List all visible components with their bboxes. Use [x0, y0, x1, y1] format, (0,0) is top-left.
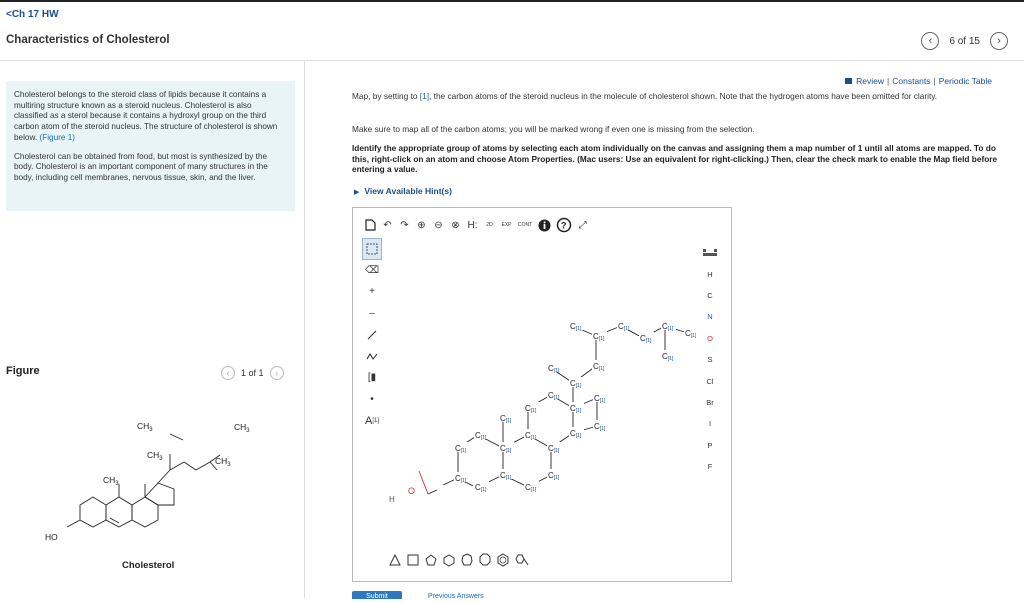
element-c-button[interactable]: C [707, 290, 713, 300]
atom-map-number: [1] [598, 366, 605, 372]
carbon-atom[interactable]: C[1] [500, 471, 512, 481]
periodic-table-link[interactable]: Periodic Table [938, 76, 992, 86]
question-instruction-2: Make sure to map all of the carbon atoms; you will be marked wrong if even one is missing from the selection. [352, 124, 755, 134]
benzene-template[interactable] [497, 554, 509, 566]
oxygen-atom[interactable]: O [408, 486, 416, 496]
atom-map-number: [1] [575, 433, 582, 439]
intro-passage [6, 81, 295, 211]
atom-map-number: [1] [690, 333, 697, 339]
instruction-text: Map, by setting to [352, 91, 420, 101]
element-s-button[interactable]: S [707, 355, 713, 365]
carbon-atom[interactable]: C[1] [662, 352, 674, 362]
subscript-3: 3 [246, 428, 250, 434]
column-divider [304, 61, 305, 598]
carbon-atom[interactable]: C[1] [640, 334, 652, 344]
hydrogen-atom[interactable]: H [389, 495, 395, 504]
question-instruction-1 [352, 91, 1008, 102]
atom-map-number: [1] [480, 487, 487, 493]
two-d-clean-button[interactable]: 2D [486, 221, 493, 228]
carbon-atom[interactable]: C[1] [548, 471, 560, 481]
atom-map-number: [1] [553, 475, 560, 481]
cycloheptane-template[interactable] [461, 554, 473, 566]
atom-map-number: [1] [530, 435, 537, 441]
help-icon[interactable] [557, 218, 571, 232]
template-library-icon[interactable] [515, 554, 529, 566]
atom-map-number: [1] [575, 326, 582, 332]
svg-text:?: ? [561, 220, 567, 231]
carbon-atom[interactable]: C[1] [525, 404, 537, 414]
intro-text-1: Cholesterol belongs to the steroid class of lipids because it contains a multiring structure known as a steroid nucleus. Cholesterol is also classified as a sterol because it contains a hydroxyl group on the third carbon atom of the steroid nucleus. The structure of cholesterol is shown below. [14, 90, 278, 142]
carbon-atom[interactable]: C[1] [570, 404, 582, 414]
subscript-3: 3 [115, 481, 119, 487]
element-br-button[interactable]: Br [706, 397, 714, 407]
atom-map-number: [1] [553, 368, 560, 374]
atom-map-number: [1] [480, 435, 487, 441]
answer-actions [352, 591, 484, 599]
review-link[interactable]: Review [856, 76, 885, 86]
previous-figure-button[interactable]: ‹ [221, 366, 235, 380]
link-separator: | [887, 76, 890, 86]
figure-pager [221, 366, 284, 380]
atom-map-number: [1] [530, 408, 537, 414]
map-value-link[interactable]: [1] [419, 91, 430, 101]
carbon-atom[interactable]: C[1] [594, 394, 606, 404]
carbon-atom[interactable]: C[1] [548, 364, 560, 374]
next-item-button[interactable]: › [990, 32, 1008, 50]
carbon-atom[interactable]: C[1] [570, 429, 582, 439]
atom-map-number: [1] [553, 395, 560, 401]
methyl-label-c27: $CH_3$ [215, 456, 231, 468]
figure-caption: Cholesterol [122, 560, 175, 571]
carbon-atom[interactable]: C[1] [594, 422, 606, 432]
methyl-label-c21: $CH_3$ [137, 421, 153, 433]
atom-map-number: [1] [553, 448, 560, 454]
link-separator: | [933, 76, 936, 86]
carbon-atom[interactable]: C[1] [455, 444, 467, 454]
methyl-label-c18: $CH_3$ [147, 450, 163, 462]
previous-answers-link[interactable]: Previous Answers [428, 593, 484, 600]
element-o-button[interactable]: O [707, 333, 713, 343]
previous-item-button[interactable]: ‹ [921, 32, 939, 50]
atom-map-number: [1] [599, 398, 606, 404]
atom-map-number: [1] [575, 383, 582, 389]
expand-button[interactable]: EXP [501, 221, 512, 228]
methyl-label-c26: $CH_3$ [234, 422, 250, 434]
ring-templates [389, 554, 529, 566]
hint-label: View Available Hint(s) [364, 186, 452, 196]
carbon-atom[interactable]: C[1] [570, 379, 582, 389]
carbon-atom[interactable]: C[1] [475, 431, 487, 441]
element-p-button[interactable]: P [707, 440, 713, 450]
page-title: Characteristics of Cholesterol [6, 34, 170, 46]
canvas-bonds [428, 326, 688, 494]
cyclopropane-template[interactable] [389, 554, 401, 566]
figure-heading: Figure [6, 365, 40, 377]
submit-button[interactable]: Submit [352, 591, 402, 599]
cholesterol-bonds [67, 434, 220, 527]
zoom-out-icon[interactable]: ⊖ [434, 219, 443, 231]
charge-plus-tool[interactable]: + [369, 286, 375, 298]
atom-map-number: [1] [530, 487, 537, 493]
next-figure-button[interactable]: › [270, 366, 284, 380]
radical-tool[interactable]: • [370, 393, 374, 405]
map-glyph: [1] [372, 417, 379, 424]
element-cl-button[interactable]: Cl [706, 376, 714, 386]
subscript-3: 3 [227, 462, 231, 468]
cyclooctane-template[interactable] [479, 554, 491, 566]
atom-map-number: [1] [667, 326, 674, 332]
item-pager [921, 32, 1008, 50]
hydroxyl-bond [419, 471, 428, 494]
cholesterol-structure-figure [40, 410, 250, 580]
carbon-atom[interactable]: C[1] [593, 362, 605, 372]
carbon-atom[interactable]: C[1] [548, 391, 560, 401]
carbon-atom[interactable]: C[1] [500, 414, 512, 424]
bracket-tool[interactable]: [▮ [367, 372, 377, 384]
atom-map-number: [1] [598, 336, 605, 342]
molecule-canvas[interactable] [383, 238, 697, 548]
element-i-button[interactable]: I [708, 419, 712, 429]
single-bond-tool[interactable] [362, 324, 382, 346]
subscript-3: 3 [159, 456, 163, 462]
fullscreen-icon[interactable]: ⤢ [578, 219, 587, 231]
atom-map-number: [1] [645, 338, 652, 344]
resource-links [845, 76, 992, 86]
constants-link[interactable]: Constants [892, 76, 931, 86]
carbon-atom[interactable]: C[1] [548, 444, 560, 454]
atom-map-number: [1] [505, 418, 512, 424]
atom-glyph: A [364, 414, 373, 427]
hydroxyl-label: HO [45, 532, 58, 542]
contract-button[interactable]: CONT [518, 221, 533, 228]
cyclobutane-template[interactable] [407, 554, 419, 566]
subscript-3: 3 [149, 427, 153, 433]
eraser-tool[interactable]: ⌫ [364, 264, 380, 276]
header-divider [0, 60, 1024, 61]
carbon-atom[interactable]: C[1] [525, 431, 537, 441]
editor-toolbar [365, 218, 588, 232]
carbon-atom[interactable]: C[1] [570, 322, 582, 332]
new-document-icon[interactable] [365, 218, 376, 232]
element-palette [698, 242, 722, 477]
chain-tool[interactable] [362, 346, 382, 368]
carbon-atom[interactable]: C[1] [475, 483, 487, 493]
figure-1-link[interactable]: (Figure 1) [39, 132, 75, 142]
figure-position: 1 of 1 [241, 368, 264, 378]
back-to-chapter-link[interactable]: <Ch 17 HW [6, 9, 59, 20]
redo-icon[interactable]: ↷ [400, 219, 409, 231]
charge-minus-tool[interactable]: – [369, 307, 375, 319]
view-hints-toggle[interactable] [354, 186, 452, 196]
top-rule [0, 0, 1024, 2]
drawing-tools [361, 238, 383, 432]
selection-tool[interactable] [362, 238, 382, 260]
question-instruction-3: Identify the appropriate group of atoms by selecting each atom individually on the canvas and assigning them a map number of 1 until all atoms are mapped. To do this, right-click on an atom and choose Atom Properties. (Mac users: Use an equivalent for right-clicking.) Then, clear the check mark to enable the Map field before entering a value. [352, 143, 998, 174]
carbon-atom[interactable]: C[1] [685, 329, 697, 339]
review-icon [845, 78, 852, 84]
methyl-label-ring: $CH_3$ [103, 475, 119, 487]
carbon-atom[interactable]: C[1] [593, 332, 605, 342]
intro-paragraph-1 [14, 90, 287, 144]
carbon-atom[interactable]: C[1] [662, 322, 674, 332]
undo-icon[interactable]: ↶ [383, 219, 392, 231]
element-f-button[interactable]: F [707, 462, 713, 472]
cyclopentane-template[interactable] [425, 554, 437, 566]
instruction-text: , the carbon atoms of the steroid nucleus in the molecule of cholesterol shown. Note that the hydrogen atoms have been omitted for clarity. [429, 91, 938, 101]
carbon-atom[interactable]: C[1] [618, 322, 630, 332]
intro-paragraph-2: Cholesterol can be obtained from food, but most is synthesized by the body. Cholesterol is an important component of many structures in the body, including cell membranes, nervous tissue, skin, and the liver. [14, 151, 268, 182]
mapped-carbon-atoms [454, 320, 699, 493]
clear-canvas-icon[interactable]: ⊗ [451, 219, 460, 231]
periodic-table-icon[interactable] [700, 242, 720, 263]
zoom-in-icon[interactable]: ⊕ [417, 219, 426, 231]
cyclohexane-template[interactable] [443, 554, 455, 566]
element-h-button[interactable]: H [707, 269, 713, 279]
atom-map-tool[interactable] [362, 410, 382, 432]
atom-map-number: [1] [623, 326, 630, 332]
item-position: 6 of 15 [949, 35, 980, 47]
carbon-atom[interactable]: C[1] [455, 474, 467, 484]
info-icon[interactable] [538, 218, 551, 232]
atom-map-number: [1] [599, 426, 606, 432]
carbon-atom[interactable]: C[1] [500, 444, 512, 454]
atom-map-number: [1] [505, 475, 512, 481]
atom-map-number: [1] [505, 448, 512, 454]
atom-map-number: [1] [575, 408, 582, 414]
atom-map-number: [1] [460, 448, 467, 454]
hydrogen-toggle-button[interactable]: H: [467, 219, 478, 231]
atom-map-number: [1] [667, 356, 674, 362]
carbon-atom[interactable]: C[1] [525, 483, 537, 493]
element-n-button[interactable]: N [707, 312, 713, 322]
expand-triangle-icon: ▶ [354, 189, 360, 196]
atom-map-number: [1] [460, 478, 467, 484]
molecule-editor[interactable] [352, 207, 732, 582]
